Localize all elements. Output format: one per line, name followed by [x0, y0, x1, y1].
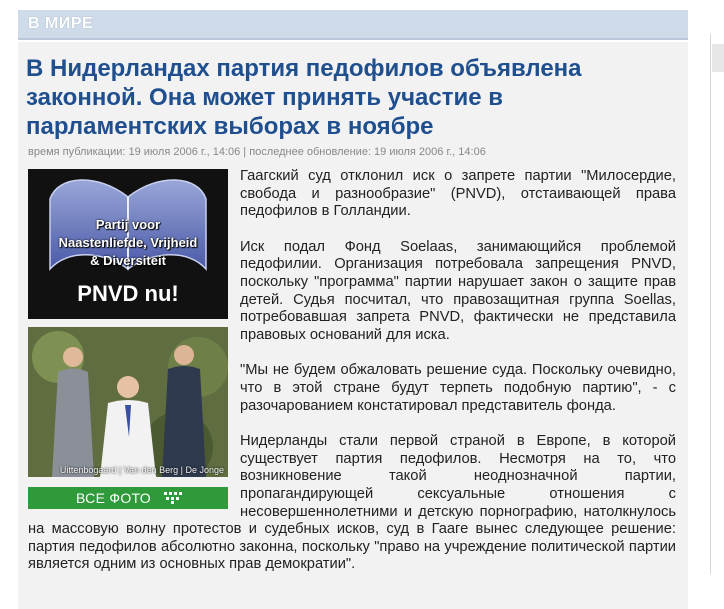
photo-caption: Uittenbogaard | Van den Berg | De Jonge	[59, 465, 224, 475]
publication-meta: время публикации: 19 июля 2006 г., 14:06 | последнее обновление: 19 июля 2006 г., 14:06	[28, 146, 486, 158]
logo-text-line: Naastenliefde, Vrijheid	[58, 235, 198, 250]
paragraph: "Мы не будем обжаловать решение суда. Поскольку очевидно, что в этой стране будут терпеть подобную партию", - с разочарованием констатировал представитель фонда.	[240, 362, 676, 414]
all-photos-label: ВСЕ ФОТО	[76, 490, 151, 506]
party-leaders-photo[interactable]	[28, 327, 228, 477]
paragraph: Гаагский суд отклонил иск о запрете партии "Милосердие, свобода и разнообразие" (PNVD), отстаивающей права педофилов в Голландии.	[240, 168, 676, 220]
section-title[interactable]: В МИРЕ	[28, 15, 94, 32]
paragraph: Нидерланды стали первой страной в Европе, в которой существует партия педофилов. Несмотря на то, что возникновение такой неоднозначной партии, пропагандирующей сексуальные отношения с несовершеннолетними и детскую порнографию, натолкнулось на массовую волну протестов и судебных исков, суд в Гааге вынес следующее решение: партия педофилов абсолютно законна, поскольку "право на учреждение политической партии является одним из основных прав демократии".	[28, 433, 676, 573]
gallery-grid-icon	[164, 492, 184, 504]
logo-text-line: Partij voor	[95, 217, 161, 232]
sidebar-widget	[712, 44, 724, 72]
party-logo-image[interactable]	[28, 169, 228, 319]
logo-party-name: PNVD nu!	[77, 281, 179, 306]
all-photos-button[interactable]	[28, 487, 228, 509]
logo-text-line: & Diversiteit	[90, 253, 166, 268]
article	[18, 42, 688, 609]
section-header	[18, 10, 688, 40]
people-graphic	[28, 327, 228, 477]
paragraph: Иск подал Фонд Soelaas, занимающийся проблемой педофилии. Организация потребовала запрещения PNVD, поскольку "программа" партии нарушает закон о защите прав детей. Судья посчитал, что правозащитная группа Soellas, потребовавшая запрета PNVD, фактически не представила правовых оснований для иска.	[240, 238, 676, 343]
article-media	[28, 169, 228, 509]
sidebar-edge	[710, 34, 724, 574]
article-headline: В Нидерландах партия педофилов объявлена законной. Она может принять участие в парламентских выборах в ноябре	[26, 55, 582, 140]
